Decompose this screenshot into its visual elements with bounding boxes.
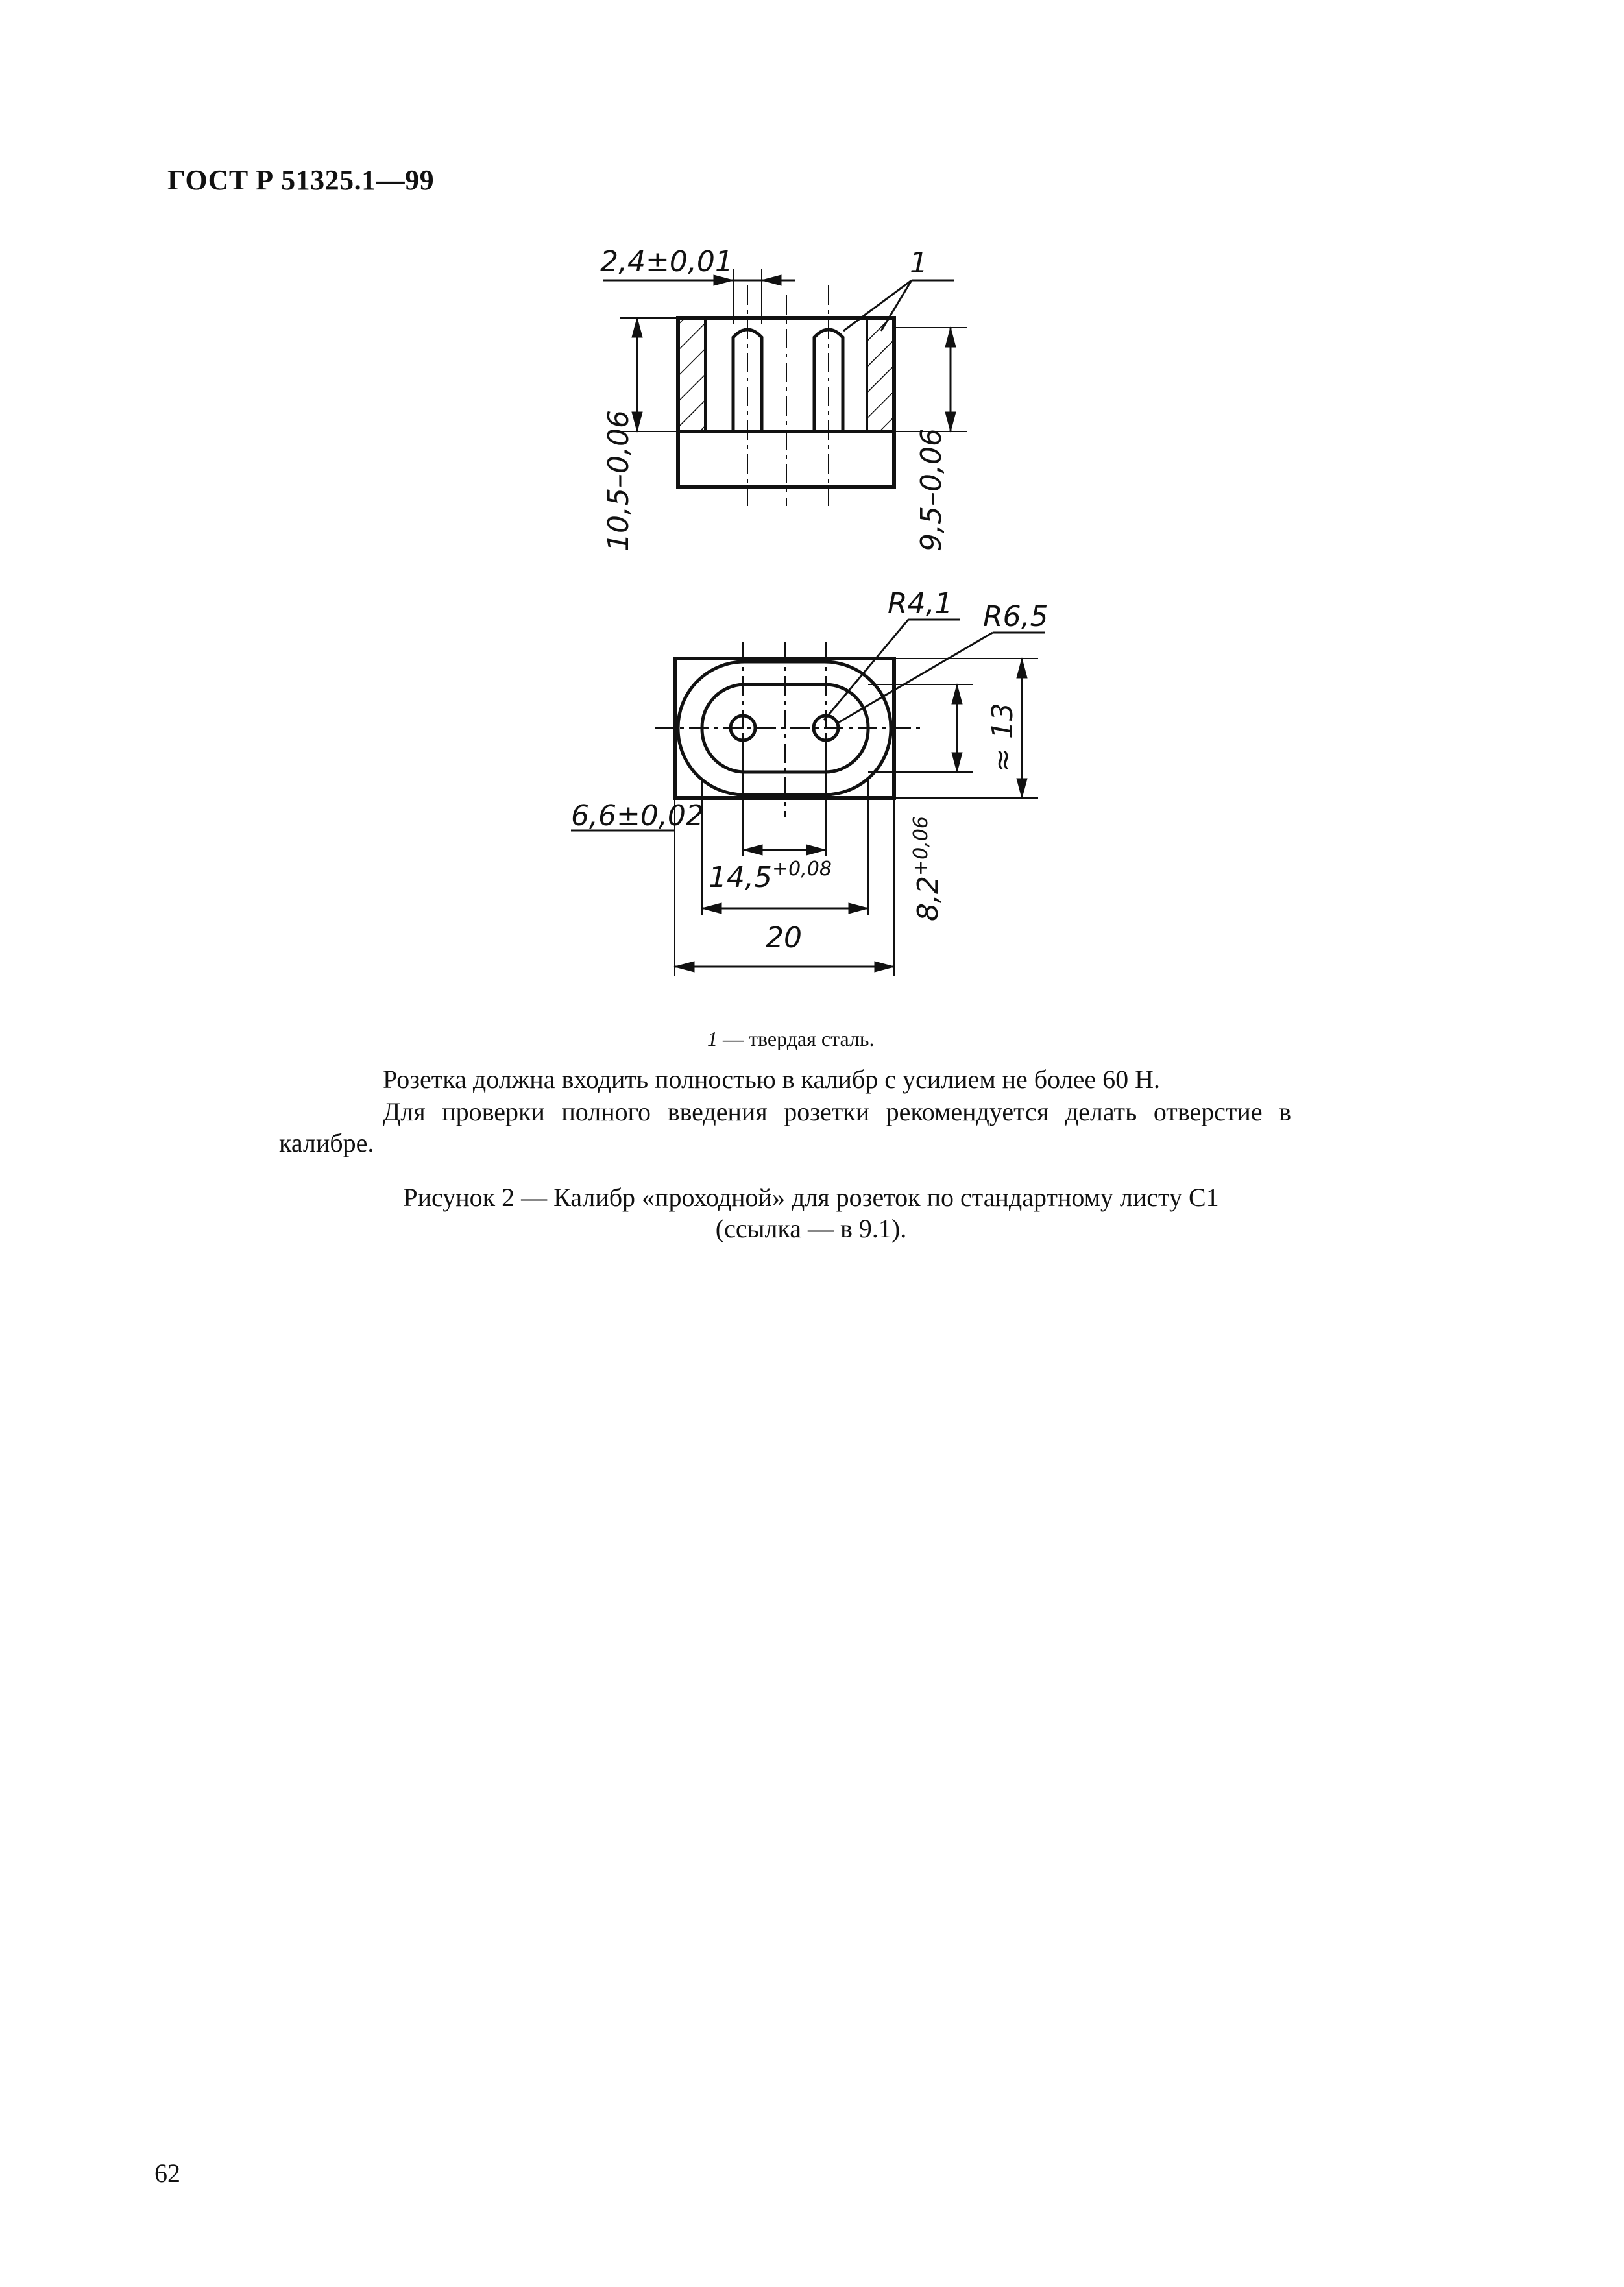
plan-view xyxy=(571,620,1045,976)
dim-height-inner: 9,5–0,06 xyxy=(915,428,948,551)
page-number: 62 xyxy=(154,2159,180,2188)
caption-line-2: (ссылка — в 9.1). xyxy=(715,1214,907,1243)
dim-overall-width: 20 xyxy=(766,921,802,954)
dim-inner-width: $8,2^{+0,06}$ xyxy=(910,816,945,921)
body-paragraph-2: Для проверки полного введения розетки рекомендуется делать отверстие в калибре. xyxy=(279,1097,1291,1157)
dim-pin-spacing: $14,5^{+0,08}$ xyxy=(709,858,832,894)
dim-height-outer: 10,5–0,06 xyxy=(602,410,635,551)
hatched-wall-right xyxy=(867,318,894,431)
section-view xyxy=(603,269,967,506)
legend-text: — твердая сталь. xyxy=(718,1027,875,1050)
dim-item-callout: 1 xyxy=(910,247,928,280)
figure-legend xyxy=(707,1027,875,1051)
dim-width-top: 2,4±0,01 xyxy=(600,245,733,278)
figure-caption xyxy=(260,1182,1363,1244)
dim-pin-diameter: 6,6±0,02 xyxy=(571,799,704,832)
legend-number: 1 xyxy=(707,1027,718,1050)
caption-line-1: Рисунок 2 — Калибр «проходной» для розеток по стандартному листу С1 xyxy=(403,1183,1219,1212)
document-header: ГОСТ Р 51325.1—99 xyxy=(167,164,435,196)
dim-radius-small: R4,1 xyxy=(888,587,953,620)
dim-radius-large: R6,5 xyxy=(983,600,1048,633)
body-paragraph-1: Розетка должна входить полностью в калибр с усилием не более 60 Н. xyxy=(383,1065,1160,1094)
dim-approx-height: ≈ 13 xyxy=(986,703,1019,772)
hatched-wall-left xyxy=(678,318,705,431)
